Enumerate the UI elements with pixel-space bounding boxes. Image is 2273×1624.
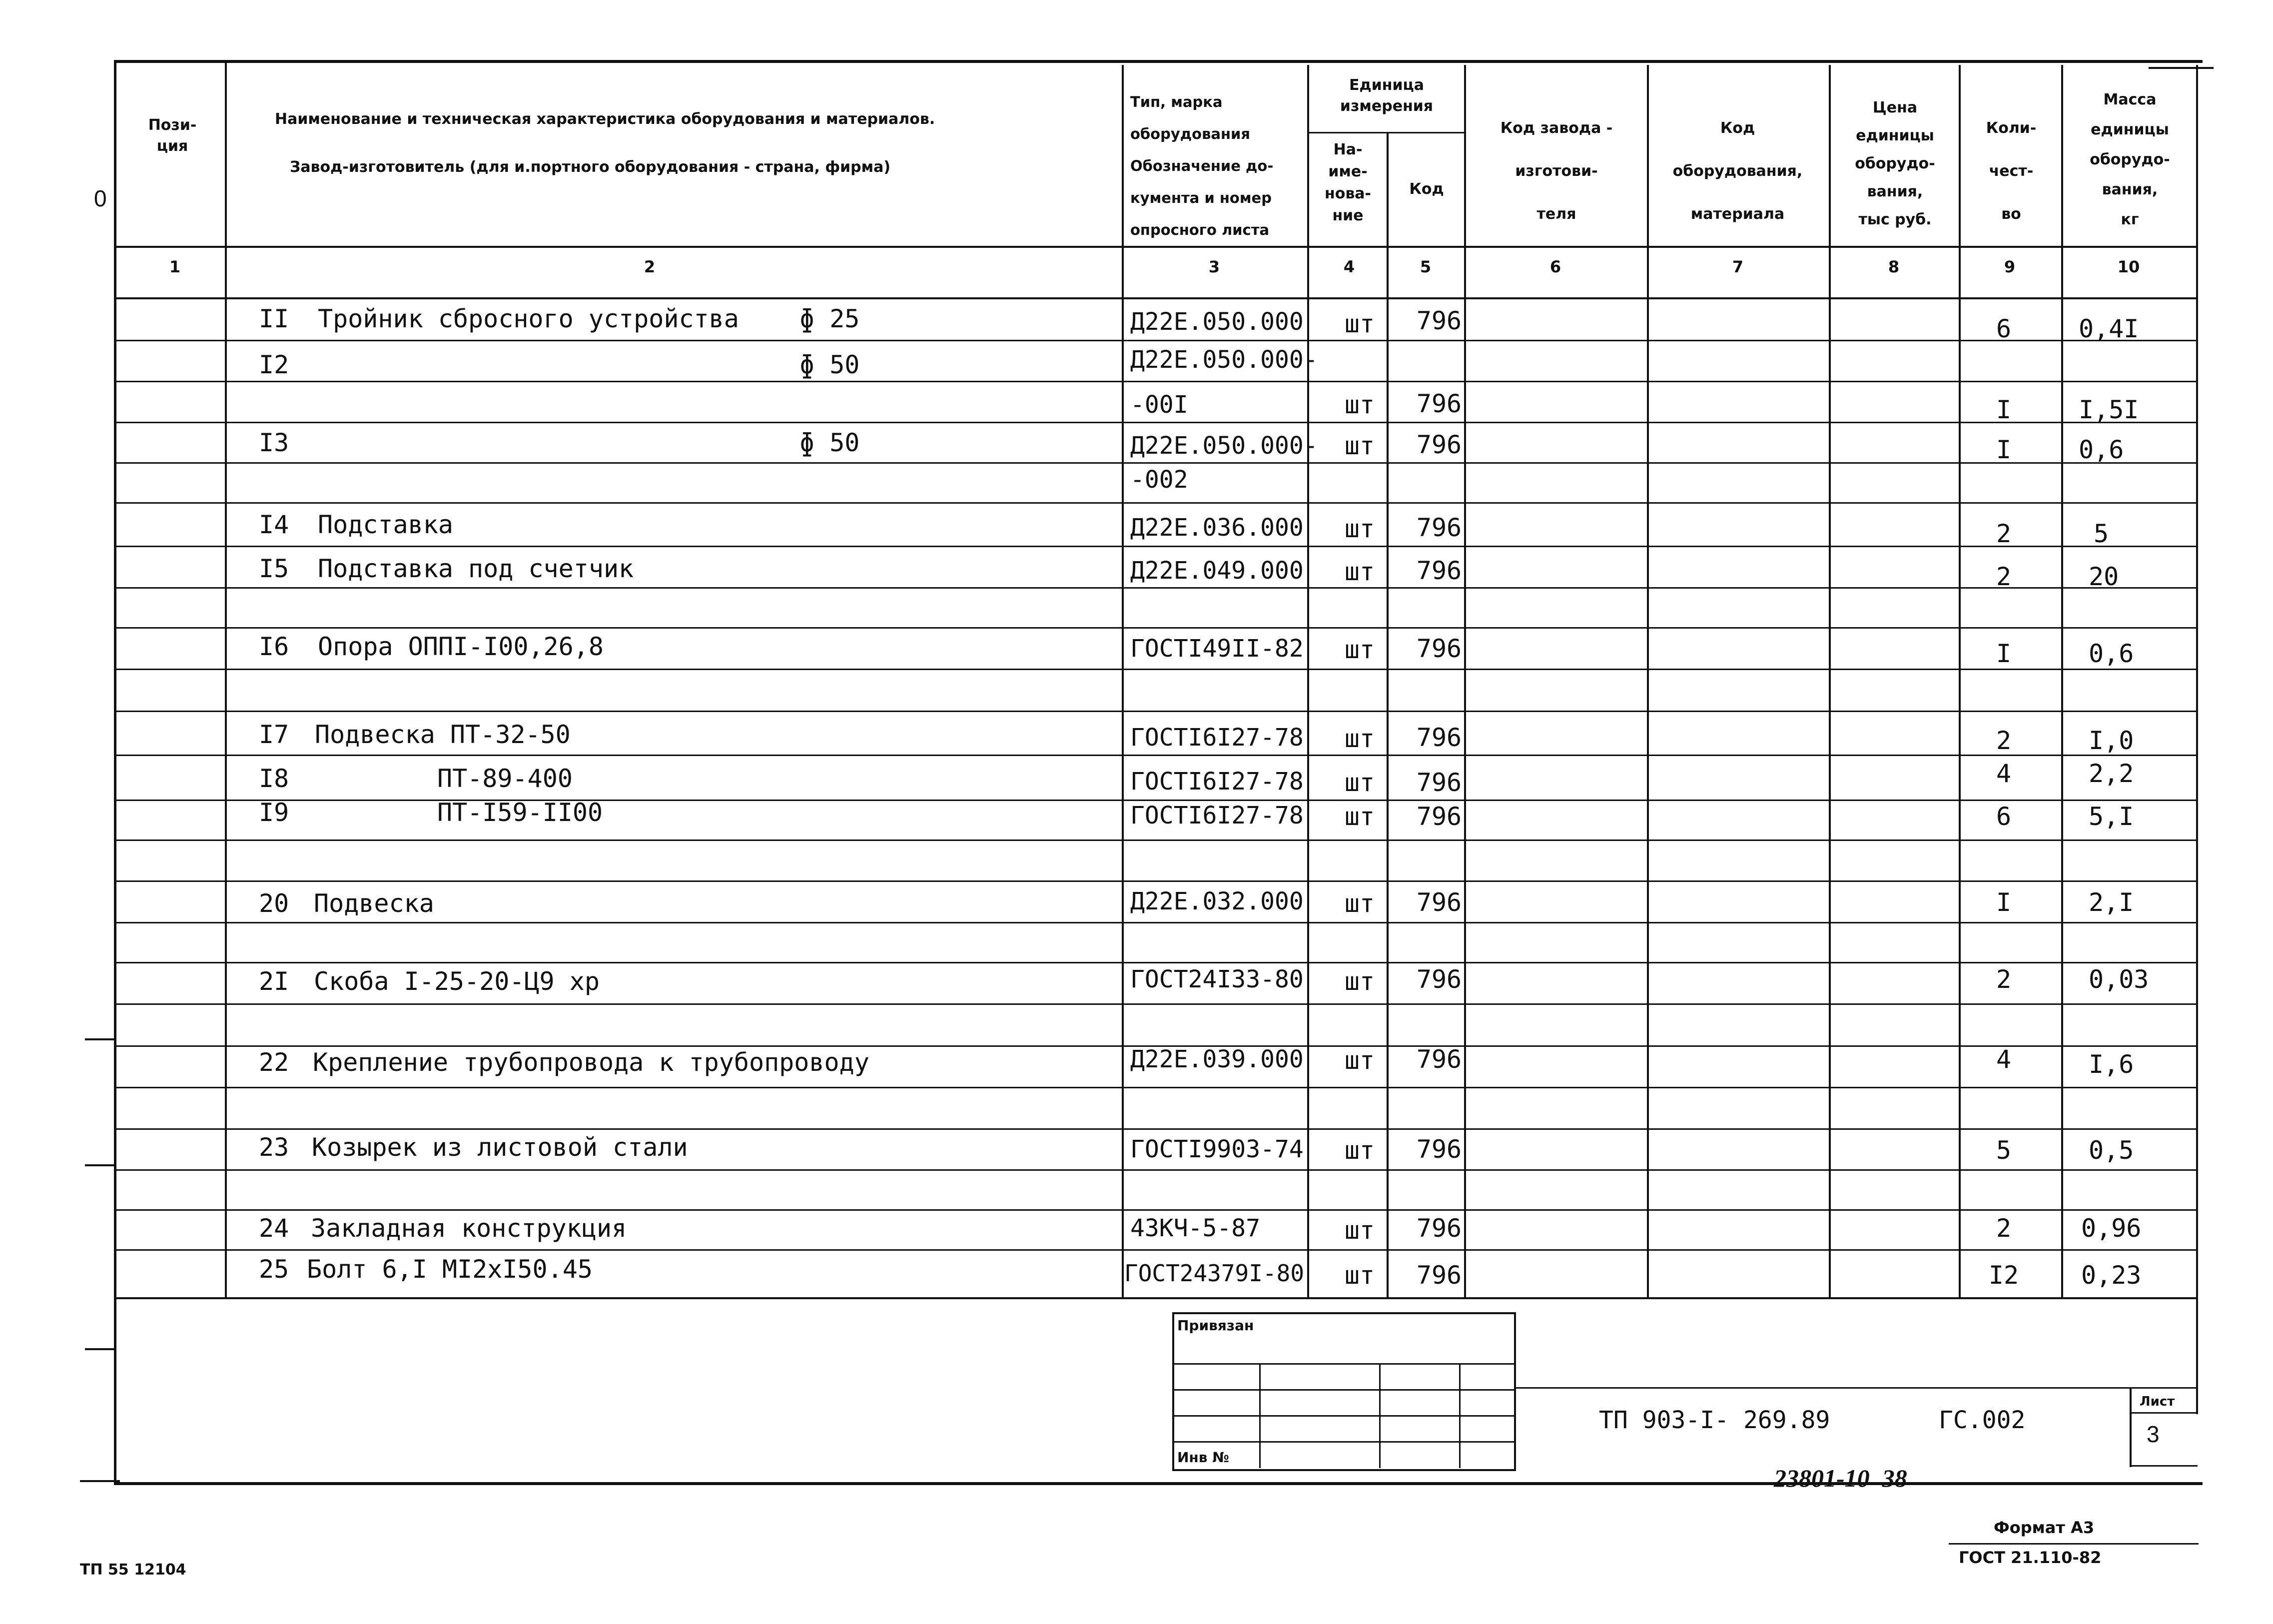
row-name: Тройник сбросного устройства (318, 304, 739, 333)
row-unit: шт (1344, 390, 1375, 419)
row-type: ГОСТI6I27-78 (1130, 802, 1304, 829)
colnum-3: 3 (1208, 257, 1220, 276)
row-line (114, 922, 2198, 923)
row-unit-code: 796 (1416, 389, 1462, 418)
row-quantity: I2 (1988, 1261, 2019, 1290)
row-unit: шт (1344, 1216, 1375, 1245)
row-line (114, 546, 2198, 547)
row-mass: 0,03 (2089, 965, 2149, 994)
header-col-name-line2: Завод-изготовитель (для и.портного оборудования - страна, фирма) (290, 158, 891, 176)
row-mass: I,0 (2089, 726, 2134, 755)
table-bottom-line (114, 1297, 2198, 1299)
row-line (114, 587, 2198, 589)
row-unit: шт (1344, 724, 1375, 753)
row-name: Закладная конструкция (311, 1214, 627, 1243)
row-name: Крепление трубопровода к трубопроводу (313, 1048, 869, 1077)
row-type: Д22Е.050.000- (1130, 432, 1318, 460)
row-line (114, 1003, 2198, 1005)
row-line (114, 502, 2198, 504)
row-type: Д22Е.036.000 (1130, 514, 1304, 542)
sheet-box-divider (2130, 1412, 2198, 1414)
row-name: Подставка под счетчик (318, 554, 634, 583)
colnum-4: 4 (1343, 257, 1355, 276)
row-position: I4 (259, 510, 289, 539)
row-type: ГОСТ24I33-80 (1130, 965, 1304, 993)
header-unit-group: Единица измерения (1340, 76, 1434, 115)
row-mass: 20 (2089, 562, 2119, 591)
row-unit-code: 796 (1416, 768, 1462, 797)
row-line (114, 711, 2198, 712)
header-col-equipment-code: Код оборудования, материала (1672, 119, 1803, 223)
row-line (114, 340, 2198, 341)
header-col-type: Тип, марка оборудования Обозначение до- кумента и номер опросного листа (1130, 93, 1274, 238)
margin-tick (85, 1348, 115, 1350)
stamp-col (1259, 1363, 1261, 1468)
sheet-label: Лист (2140, 1394, 2175, 1409)
margin-tick (85, 1164, 115, 1166)
left-code: ТП 55 12104 (80, 1561, 186, 1579)
row-position: 20 (259, 889, 289, 918)
sheet-box-bottom (2130, 1465, 2198, 1467)
row-name: Болт 6,I MI2xI50.45 (307, 1255, 593, 1284)
row-unit: шт (1344, 557, 1375, 586)
standard-label: ГОСТ 21.110-82 (1959, 1548, 2102, 1567)
row-line (114, 669, 2198, 670)
row-unit-code: 796 (1416, 723, 1462, 752)
frame-top-tick (2149, 67, 2214, 69)
row-quantity: I (1996, 888, 2012, 917)
row-position: 22 (259, 1048, 289, 1077)
col-line-3 (1307, 65, 1309, 1299)
row-position: 24 (259, 1214, 289, 1243)
stamp-col (1459, 1363, 1461, 1468)
row-position: I6 (259, 632, 289, 661)
row-line (114, 422, 2198, 423)
row-diameter: ɸ 50 (799, 428, 860, 457)
archive-number: 23801-10 38 (1774, 1464, 1907, 1492)
row-name: Подставка (318, 510, 453, 539)
row-unit: шт (1344, 1261, 1375, 1290)
stamp-line (1172, 1363, 1514, 1365)
row-quantity: 5 (1996, 1136, 2012, 1165)
margin-mark: 0 (94, 185, 107, 211)
row-mass: 0,6 (2089, 639, 2134, 668)
col-line-5 (1464, 65, 1466, 1299)
row-quantity: I (1996, 435, 2012, 464)
row-position: I3 (259, 428, 289, 457)
row-line (114, 880, 2198, 882)
row-line (114, 1169, 2198, 1171)
row-line (114, 839, 2198, 841)
row-name: Опора ОППI-I00,26,8 (318, 632, 604, 661)
row-quantity: I (1996, 639, 2012, 668)
row-position: 2I (259, 967, 289, 996)
row-unit-code: 796 (1416, 1261, 1462, 1290)
row-unit: шт (1344, 1046, 1375, 1075)
stamp-line (1172, 1389, 1514, 1391)
row-type: -002 (1130, 466, 1188, 494)
row-line (114, 1128, 2198, 1130)
row-position: I7 (259, 720, 289, 749)
row-line (114, 755, 2198, 756)
row-unit: шт (1344, 635, 1375, 664)
row-name: Скоба I-25-20-Ц9 хр (314, 967, 600, 996)
row-position: I9 (259, 798, 289, 827)
row-type: ГОСТ24379I-80 (1124, 1260, 1305, 1287)
row-type: 43КЧ-5-87 (1130, 1214, 1261, 1242)
row-mass: 0,96 (2081, 1214, 2142, 1243)
header-col-factory-code: Код завода - изготови- теля (1500, 119, 1613, 223)
colnum-5: 5 (1420, 257, 1432, 276)
row-name: ПТ-I59-II00 (437, 798, 603, 827)
row-unit-code: 796 (1416, 513, 1462, 542)
stamp-line (1172, 1441, 1514, 1443)
row-name: Козырек из листовой стали (312, 1133, 688, 1162)
sheet-code: ГС.002 (1939, 1406, 2026, 1434)
col-line-4 (1387, 132, 1389, 1299)
col-line-7 (1829, 65, 1831, 1299)
colnum-7: 7 (1732, 257, 1744, 276)
row-unit-code: 796 (1416, 1214, 1462, 1243)
row-name: Подвеска ПТ-32-50 (315, 720, 571, 749)
row-quantity: 2 (1996, 562, 2012, 591)
row-position: II (259, 304, 289, 333)
titleblock-top-line (1514, 1387, 2198, 1389)
row-unit: шт (1344, 967, 1375, 996)
row-position: 25 (259, 1255, 289, 1284)
row-quantity: 4 (1996, 759, 2012, 788)
stamp-line (1172, 1415, 1514, 1417)
row-position: I8 (259, 764, 289, 793)
row-quantity: 6 (1996, 802, 2012, 831)
sheet-box-line (2130, 1387, 2132, 1467)
row-unit: шт (1344, 768, 1375, 797)
row-mass: 0,23 (2081, 1261, 2142, 1290)
row-unit-code: 796 (1416, 430, 1462, 459)
header-col-quantity: Коли- чест- во (1986, 119, 2037, 223)
row-unit-code: 796 (1416, 1045, 1462, 1074)
row-type: Д22Е.049.000 (1130, 557, 1304, 585)
row-diameter: ɸ 50 (799, 350, 860, 379)
row-unit: шт (1344, 309, 1375, 338)
row-mass: 5 (2094, 519, 2109, 548)
row-line (114, 381, 2198, 382)
row-unit-code: 796 (1416, 888, 1462, 917)
inventory-number-label: Инв № (1177, 1449, 1229, 1466)
row-type: ГОСТI49II-82 (1130, 635, 1304, 663)
colnum-8: 8 (1888, 257, 1900, 276)
row-unit: шт (1344, 802, 1375, 831)
document-code: ТП 903-I- 269.89 (1599, 1406, 1830, 1434)
header-col-mass: Масса единицы оборудо- вания, кг (2090, 91, 2170, 228)
row-mass: 0,4I (2079, 314, 2139, 343)
row-unit-code: 796 (1416, 634, 1462, 663)
row-position: I5 (259, 554, 289, 583)
row-line (114, 627, 2198, 629)
row-quantity: 2 (1996, 1214, 2012, 1243)
row-unit-code: 796 (1416, 306, 1462, 335)
row-name: Подвеска (314, 889, 434, 918)
row-unit-code: 796 (1416, 556, 1462, 585)
header-col-position: Пози- ция (148, 116, 197, 155)
row-mass: 5,I (2089, 802, 2134, 831)
row-quantity: 6 (1996, 314, 2012, 343)
row-unit: шт (1344, 889, 1375, 918)
row-unit-code: 796 (1416, 802, 1462, 831)
binding-stamp (1172, 1312, 1516, 1471)
row-type: Д22Е.039.000 (1130, 1045, 1304, 1073)
row-line (114, 1209, 2198, 1211)
header-bottom-line (114, 246, 2198, 248)
row-diameter: ɸ 25 (799, 304, 860, 333)
row-mass: 2,2 (2089, 759, 2134, 788)
row-quantity: 2 (1996, 965, 2012, 994)
colnum-1: 1 (169, 257, 181, 276)
col-line-8 (1959, 65, 1961, 1299)
margin-tick (80, 1480, 120, 1482)
row-mass: 2,I (2089, 888, 2134, 917)
row-type: Д22Е.050.000- (1130, 346, 1318, 374)
row-type: ГОСТI9903-74 (1130, 1135, 1304, 1163)
row-unit-code: 796 (1416, 965, 1462, 994)
row-quantity: 4 (1996, 1045, 2012, 1074)
row-mass: 0,5 (2089, 1136, 2134, 1165)
footer-line (1949, 1543, 2199, 1545)
sheet-number: 3 (2147, 1421, 2160, 1447)
col-line-2 (1122, 65, 1124, 1299)
row-unit: шт (1344, 514, 1375, 543)
col-line-6 (1647, 65, 1649, 1299)
row-type: ГОСТI6I27-78 (1130, 724, 1304, 752)
row-unit: шт (1344, 431, 1375, 460)
row-unit: шт (1344, 1136, 1375, 1165)
row-line (114, 1087, 2198, 1088)
col-line-1 (225, 60, 227, 1299)
row-mass: I,6 (2089, 1050, 2134, 1079)
row-mass: I,5I (2079, 395, 2139, 424)
colnum-bottom-line (114, 297, 2198, 299)
row-line (114, 962, 2198, 963)
colnum-10: 10 (2117, 257, 2140, 276)
col-line-9 (2061, 65, 2063, 1299)
format-label: Формат А3 (1994, 1518, 2095, 1537)
row-quantity: I (1996, 395, 2012, 424)
colnum-6: 6 (1549, 257, 1561, 276)
frame-right-edge (2196, 65, 2198, 1414)
header-col-unit-name: На- име- нова- ние (1324, 141, 1372, 224)
row-type: Д22Е.032.000 (1130, 887, 1304, 915)
row-position: I2 (259, 350, 289, 379)
row-position: 23 (259, 1133, 289, 1162)
row-mass: 0,6 (2079, 435, 2124, 464)
margin-tick (85, 1038, 115, 1040)
row-quantity: 2 (1996, 519, 2012, 548)
header-col-name-line1: Наименование и техническая характеристика оборудования и материалов. (275, 110, 935, 128)
row-unit-code: 796 (1416, 1135, 1462, 1164)
colnum-9: 9 (2004, 257, 2016, 276)
row-line (114, 1249, 2198, 1251)
row-type: Д22Е.050.000 (1130, 308, 1304, 336)
colnum-2: 2 (644, 257, 656, 276)
stamp-col (1379, 1363, 1381, 1468)
binding-stamp-label: Привязан (1177, 1317, 1254, 1334)
row-type: -00I (1130, 391, 1188, 419)
row-type: ГОСТI6I27-78 (1130, 768, 1304, 796)
row-name: ПТ-89-400 (437, 764, 573, 793)
row-quantity: 2 (1996, 726, 2012, 755)
header-col-unit-code: Код (1409, 180, 1444, 198)
row-line (114, 462, 2198, 464)
header-col-price: Цена единицы оборудо- вания, тыс руб. (1855, 99, 1935, 228)
